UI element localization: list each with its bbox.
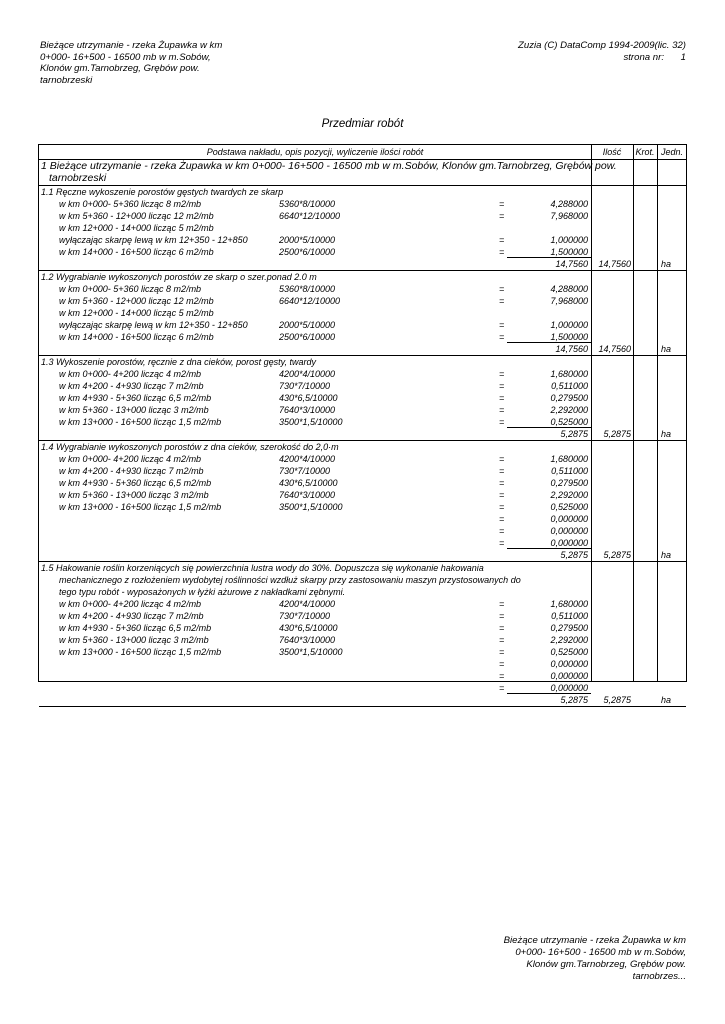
position-unit: ha: [661, 344, 672, 354]
calc-line-value: 1,680000: [550, 454, 588, 464]
calc-line-equals: =: [499, 393, 505, 403]
calc-line-formula: 3500*1,5/10000: [279, 417, 343, 427]
calc-line-value: 1,680000: [550, 599, 588, 609]
calc-line-description: w km 0+000- 5+360 licząc 8 m2/mb: [59, 199, 202, 209]
header-line: Bieżące utrzymanie - rzeka Żupawka w km: [40, 40, 223, 51]
calc-line-description: w km 4+930 - 5+360 licząc 6,5 m2/mb: [59, 393, 212, 403]
calc-line-formula: 5360*8/10000: [279, 284, 336, 294]
calc-line-equals: =: [499, 320, 505, 330]
calc-line-description: wyłączając skarpę lewą w km 12+350 - 12+850: [59, 235, 248, 245]
calc-line-value: 0,511000: [551, 381, 588, 391]
calc-line-equals: =: [499, 284, 505, 294]
calc-line-formula: 7640*3/10000: [279, 405, 336, 415]
calc-line-formula: 5360*8/10000: [279, 199, 336, 209]
calc-line-description: w km 4+930 - 5+360 licząc 6,5 m2/mb: [59, 478, 212, 488]
calc-line-value: 0,525000: [550, 502, 588, 512]
position-sum: 5,2875: [560, 695, 588, 705]
calc-line-equals: =: [499, 502, 505, 512]
position-title-cont: mechanicznego z rozłożeniem wydobytej roślinności wzdłuż skarpy przy zastosowaniu maszyn przystosowanych do: [59, 575, 521, 585]
calc-line-formula: 4200*4/10000: [279, 369, 336, 379]
calc-line-description: w km 4+200 - 4+930 licząc 7 m2/mb: [59, 381, 204, 391]
page-number: 1: [680, 51, 686, 63]
calc-line-value: 0,511000: [551, 466, 588, 476]
calc-line-description: w km 14+000 - 16+500 licząc 6 m2/mb: [59, 332, 214, 342]
calc-line-equals: =: [499, 683, 505, 693]
header-line: Klonów gm.Tarnobrzeg, Grębów pow.: [40, 63, 200, 74]
calc-line-description: w km 13+000 - 16+500 licząc 1,5 m2/mb: [59, 502, 222, 512]
calc-line-description: w km 5+360 - 13+000 licząc 3 m2/mb: [59, 635, 209, 645]
position-title: 1.1 Ręczne wykoszenie porostów gęstych twardych ze skarp: [41, 187, 284, 197]
calc-line-formula: 430*6,5/10000: [279, 393, 338, 403]
col-header-multiplier: Krot.: [635, 147, 655, 157]
position-title: 1.5 Hakowanie roślin korzeniących się powierzchnia lustra wody do 30%. Dopuszcza się wykonanie hakowania: [41, 563, 484, 573]
calc-line-description: w km 5+360 - 13+000 licząc 3 m2/mb: [59, 490, 209, 500]
position-quantity: 14,7560: [598, 259, 631, 269]
calc-line-value: 0,279500: [550, 393, 588, 403]
position-unit: ha: [661, 259, 672, 269]
calc-line-equals: =: [499, 490, 505, 500]
calc-line-value: 1,000000: [550, 320, 588, 330]
col-line-quantity: [591, 145, 592, 681]
calc-line-description: wyłączając skarpę lewą w km 12+350 - 12+850: [59, 320, 248, 330]
calc-line-description: w km 13+000 - 16+500 licząc 1,5 m2/mb: [59, 647, 222, 657]
col-line-multiplier: [633, 145, 634, 681]
calc-line-formula: 730*7/10000: [279, 611, 331, 621]
calc-line-value: 4,288000: [550, 284, 588, 294]
page-label: strona nr:: [623, 51, 664, 63]
col-header-quantity: Ilość: [602, 147, 622, 157]
calc-line-description: w km 14+000 - 16+500 licząc 6 m2/mb: [59, 247, 214, 257]
calc-line-value: 0,279500: [550, 478, 588, 488]
footer-line: Klonów gm.Tarnobrzeg, Grębów pow.: [526, 959, 686, 970]
calc-line-formula: 7640*3/10000: [279, 635, 336, 645]
position-title: 1.2 Wygrabianie wykoszonych porostów ze skarp o szer.ponad 2.0 m: [41, 272, 317, 282]
calc-line-equals: =: [499, 514, 505, 524]
calc-line-value: 0,279500: [550, 623, 588, 633]
calc-line-equals: =: [499, 623, 505, 633]
col-header-description: Podstawa nakładu, opis pozycji, wyliczenie ilości robót: [206, 147, 424, 157]
calc-line-formula: 730*7/10000: [279, 466, 331, 476]
calc-line-value: 0,000000: [550, 526, 588, 536]
calc-line-description: w km 13+000 - 16+500 licząc 1,5 m2/mb: [59, 417, 222, 427]
position-sum: 14,7560: [555, 344, 588, 354]
bill-of-quantities-table: [38, 144, 687, 705]
footer-line: Bieżące utrzymanie - rzeka Żupawka w km: [503, 935, 686, 946]
position-quantity: 5,2875: [603, 550, 631, 560]
calc-line-equals: =: [499, 296, 505, 306]
footer-line: 0+000- 16+500 - 16500 mb w m.Sobów,: [515, 947, 686, 958]
calc-line-formula: 4200*4/10000: [279, 599, 336, 609]
calc-line-description: w km 0+000- 4+200 licząc 4 m2/mb: [59, 599, 202, 609]
calc-line-formula: 730*7/10000: [279, 381, 331, 391]
position-unit: ha: [661, 695, 672, 705]
calc-line-value: 1,680000: [550, 369, 588, 379]
calc-line-equals: =: [499, 454, 505, 464]
position-title-cont: tego typu robót - wyposażonych w łyżki ażurowe z nakładkami zębnymi.: [59, 587, 346, 597]
calc-line-equals: =: [499, 635, 505, 645]
calc-line-equals: =: [499, 332, 505, 342]
calc-line-formula: 430*6,5/10000: [279, 478, 338, 488]
col-header-unit: Jedn.: [660, 147, 684, 157]
calc-line-value: 0,525000: [550, 417, 588, 427]
position-title: 1.3 Wykoszenie porostów, ręcznie z dna cieków, porost gęsty, twardy: [41, 357, 316, 367]
page-title: Przedmiar robót: [321, 118, 404, 130]
calc-line-value: 1,000000: [550, 235, 588, 245]
calc-line-formula: 7640*3/10000: [279, 490, 336, 500]
calc-line-value: 1,500000: [550, 247, 588, 257]
calc-line-equals: =: [499, 611, 505, 621]
position-title: 1.4 Wygrabianie wykoszonych porostów z dna cieków, szerokość do 2,0·m: [41, 442, 339, 452]
calc-line-value: 2,292000: [550, 405, 588, 415]
calc-line-description: w km 5+360 - 12+000 licząc 12 m2/mb: [59, 296, 214, 306]
software-label: Zuzia (C) DataComp 1994-2009(lic. 32): [518, 40, 686, 51]
calc-line-formula: 2500*6/10000: [279, 332, 336, 342]
position-sum: 14,7560: [555, 259, 588, 269]
calc-line-formula: 6640*12/10000: [279, 296, 341, 306]
calc-line-description: w km 12+000 - 14+000 licząc 5 m2/mb: [59, 308, 214, 318]
calc-line-description: w km 5+360 - 13+000 licząc 3 m2/mb: [59, 405, 209, 415]
calc-line-equals: =: [499, 405, 505, 415]
calc-line-value: 0,000000: [550, 514, 588, 524]
calc-line-description: w km 4+930 - 5+360 licząc 6,5 m2/mb: [59, 623, 212, 633]
calc-line-equals: =: [499, 671, 505, 681]
calc-line-description: w km 5+360 - 12+000 licząc 12 m2/mb: [59, 211, 214, 221]
calc-line-formula: 3500*1,5/10000: [279, 647, 343, 657]
calc-line-equals: =: [499, 417, 505, 427]
calc-line-value: 0,511000: [551, 611, 588, 621]
calc-line-equals: =: [499, 478, 505, 488]
calc-line-formula: 4200*4/10000: [279, 454, 336, 464]
calc-line-equals: =: [499, 599, 505, 609]
calc-line-value: 0,000000: [550, 538, 588, 548]
page-number-line: [518, 52, 686, 64]
calc-line-equals: =: [499, 247, 505, 257]
calc-line-equals: =: [499, 538, 505, 548]
position-quantity: 14,7560: [598, 344, 631, 354]
calc-line-description: w km 0+000- 5+360 licząc 8 m2/mb: [59, 284, 202, 294]
section-title: 1 Bieżące utrzymanie - rzeka Żupawka w km 0+000- 16+500 - 16500 mb w m.Sobów, Klonów gm.Tarnobrzeg, Grębów pow.: [41, 160, 617, 172]
calc-line-value: 2,292000: [550, 490, 588, 500]
header-software-info: [518, 40, 686, 63]
header-project-name: [40, 40, 280, 86]
header-line: tarnobrzeski: [40, 74, 93, 86]
calc-line-value: 7,968000: [550, 211, 588, 221]
calc-line-value: 1,500000: [550, 332, 588, 342]
calc-line-value: 7,968000: [550, 296, 588, 306]
calc-line-equals: =: [499, 647, 505, 657]
section-title-cont: tarnobrzeski: [49, 172, 107, 184]
header-line: 0+000- 16+500 - 16500 mb w m.Sobów,: [40, 51, 211, 63]
calc-line-formula: 3500*1,5/10000: [279, 502, 343, 512]
footer-project-name: [426, 935, 686, 983]
calc-line-formula: 6640*12/10000: [279, 211, 341, 221]
position-sum: 5,2875: [560, 550, 588, 560]
col-line-unit: [657, 145, 658, 681]
calc-line-formula: 2500*6/10000: [279, 247, 336, 257]
calc-line-description: w km 4+200 - 4+930 licząc 7 m2/mb: [59, 466, 204, 476]
calc-line-formula: 2000*5/10000: [279, 320, 336, 330]
calc-line-value: 0,000000: [550, 671, 588, 681]
calc-line-equals: =: [499, 526, 505, 536]
calc-line-formula: 430*6,5/10000: [279, 623, 338, 633]
calc-line-equals: =: [499, 659, 505, 669]
calc-line-description: w km 4+200 - 4+930 licząc 7 m2/mb: [59, 611, 204, 621]
calc-line-description: w km 0+000- 4+200 licząc 4 m2/mb: [59, 369, 202, 379]
calc-line-description: w km 12+000 - 14+000 licząc 5 m2/mb: [59, 223, 214, 233]
calc-line-equals: =: [499, 466, 505, 476]
footer-line: tarnobrzes...: [632, 971, 686, 982]
calc-line-equals: =: [499, 199, 505, 209]
calc-line-value: 0,000000: [550, 659, 588, 669]
position-quantity: 5,2875: [603, 695, 631, 705]
calc-line-equals: =: [499, 369, 505, 379]
position-unit: ha: [661, 429, 672, 439]
calc-line-value: 2,292000: [550, 635, 588, 645]
calc-line-description: w km 0+000- 4+200 licząc 4 m2/mb: [59, 454, 202, 464]
calc-line-value: 4,288000: [550, 199, 588, 209]
position-sum: 5,2875: [560, 429, 588, 439]
calc-line-value: 0,000000: [550, 683, 588, 693]
calc-line-equals: =: [499, 381, 505, 391]
calc-line-equals: =: [499, 211, 505, 221]
row-divider: [39, 706, 686, 707]
calc-line-formula: 2000*5/10000: [279, 235, 336, 245]
calc-line-value: 0,525000: [550, 647, 588, 657]
position-quantity: 5,2875: [603, 429, 631, 439]
position-unit: ha: [661, 550, 672, 560]
calc-line-equals: =: [499, 235, 505, 245]
